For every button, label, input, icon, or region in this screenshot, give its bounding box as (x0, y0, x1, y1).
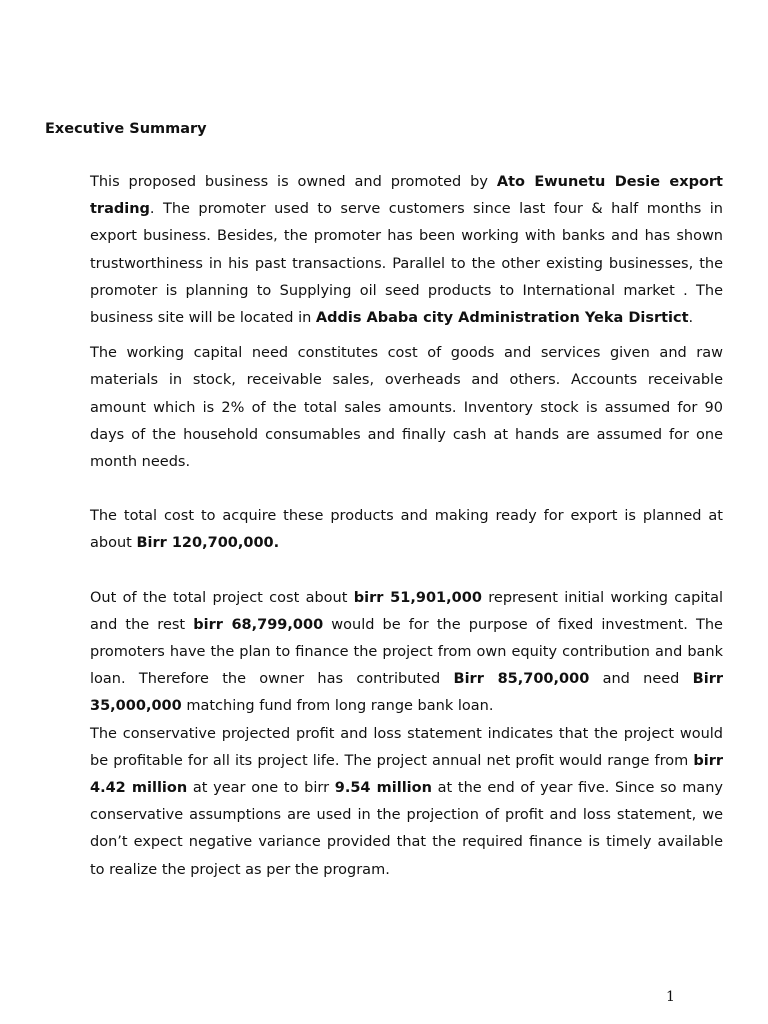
emphasized-text: Birr 35,000,000 (90, 671, 723, 715)
body-text: would be for the purpose of fixed investment. The promoters have the plan to finance the project from own equity contribution and bank loan. Therefore the owner has contributed (90, 616, 723, 688)
emphasized-text: Addis Ababa city Administration Yeka Disrtict (315, 310, 689, 327)
emphasized-text: 9.54 million (334, 780, 432, 797)
emphasized-text: Birr 85,700,000 (453, 671, 590, 688)
body-text: represent initial working capital and the rest (90, 589, 723, 633)
body-text: at year one to birr (187, 780, 335, 797)
emphasized-text: birr 4.42 million (90, 752, 723, 797)
body-text: The conservative projected profit and loss statement indicates that the project would be profitable for all its project life. The project annual net profit would range from (90, 725, 723, 769)
body-text: This proposed business is owned and promoted by (90, 174, 497, 190)
document-body (90, 169, 723, 884)
paragraph (90, 169, 723, 332)
body-text: . The promoter used to serve customers since last four & half months in export business. Besides, the promoter has been working with banks and has shown trustworthiness in his past transactions. Parallel to the other existing businesses, the promoter is planning to Supplying oil seed products to International market . The business site will be located in (90, 201, 723, 327)
page-number: 1 (666, 989, 675, 1005)
body-text: and need (589, 671, 693, 688)
paragraph (90, 340, 723, 476)
body-text: at the end of year five. Since so many conservative assumptions are used in the projection of profit and loss statement, we don’t expect negative variance provided that the required finance is timely available to realize the project as per the program. (90, 780, 723, 878)
body-text: . (688, 310, 694, 327)
paragraph (90, 721, 723, 884)
body-text: matching fund from long range bank loan. (181, 698, 494, 715)
emphasized-text: birr 68,799,000 (193, 616, 324, 633)
body-text: The total cost to acquire these products and making ready for export is planned at about (90, 508, 723, 552)
emphasized-text: Ato Ewunetu Desie export trading (90, 174, 723, 218)
emphasized-text: birr 51,901,000 (353, 589, 482, 606)
body-text: The working capital need constitutes cost of goods and services given and raw materials in stock, receivable sales, overheads and others. Accounts receivable amount which is 2% of the total sales amounts. Inventory stock is assumed for 90 days of the household consumables and finally cash at hands are assumed for one month needs. (90, 345, 723, 471)
paragraph (90, 503, 723, 557)
body-text: Out of the total project cost about (90, 589, 354, 606)
emphasized-text: Birr 120,700,000. (136, 535, 280, 552)
section-heading: Executive Summary (45, 121, 207, 137)
paragraph (90, 585, 723, 721)
